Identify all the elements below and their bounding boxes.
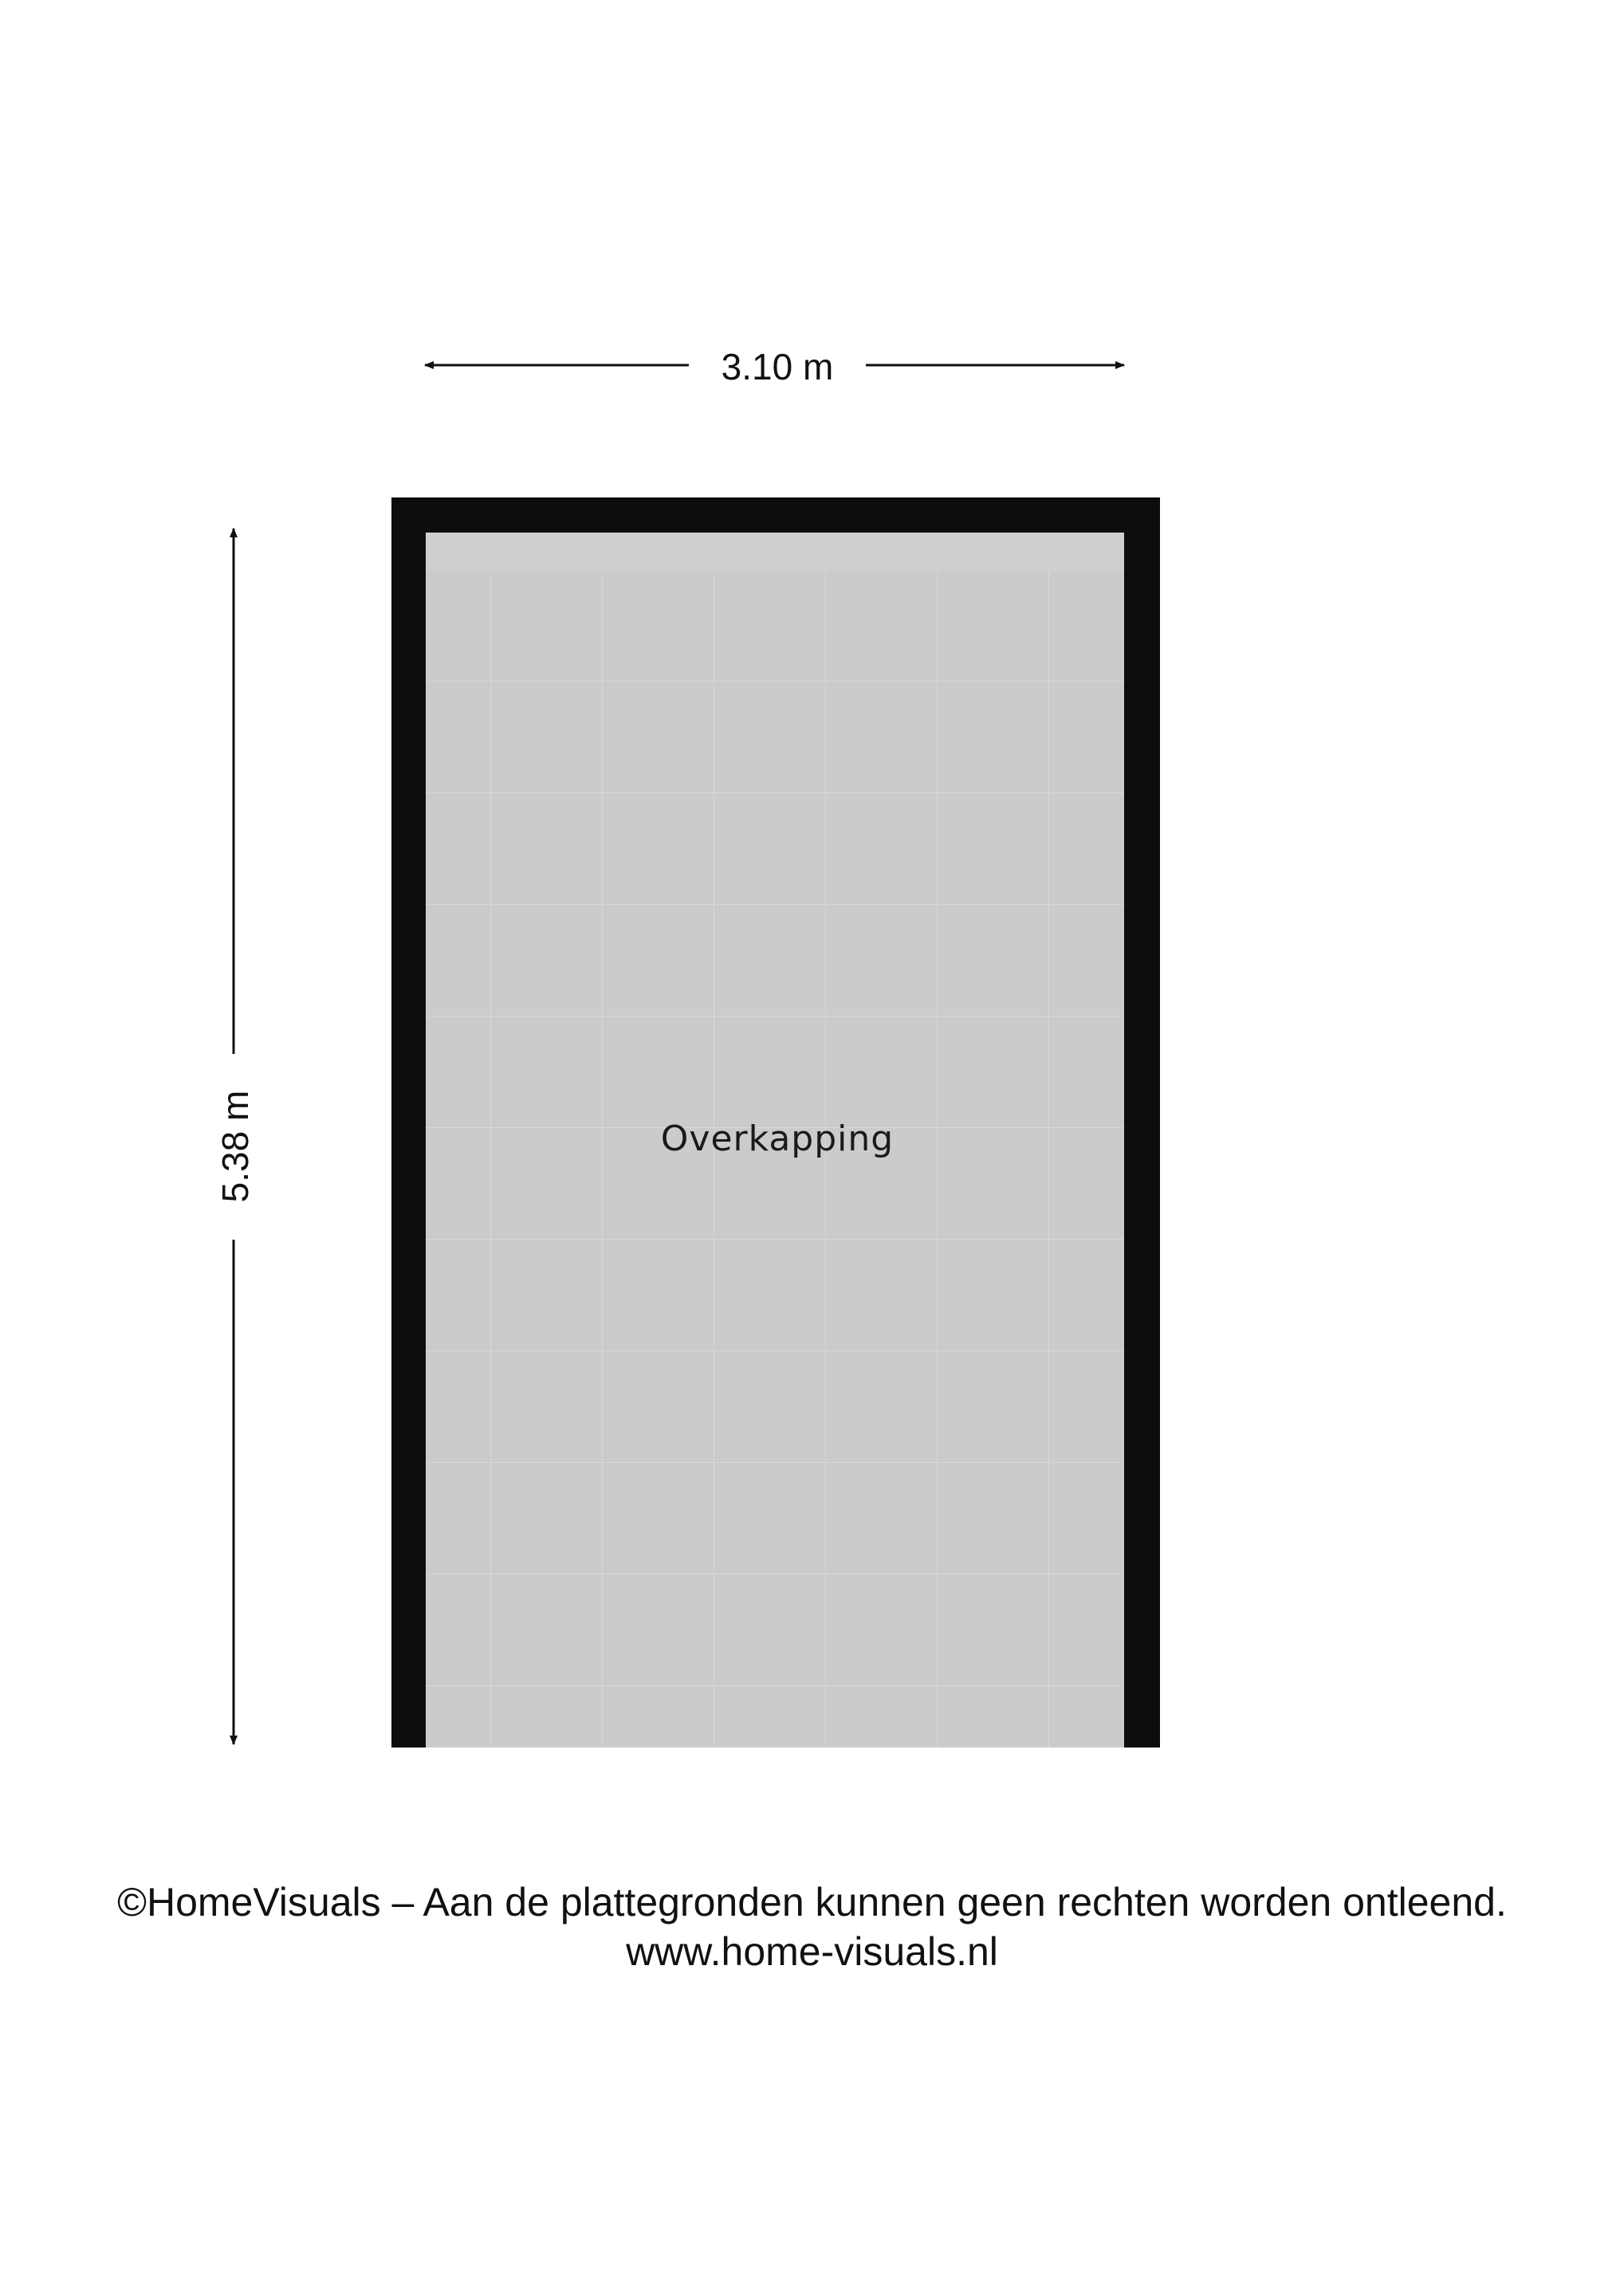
height-dimension-label: 5.38 m <box>217 1083 254 1211</box>
room-label: Overkapping <box>660 1119 895 1159</box>
wall-left <box>391 497 426 1748</box>
footer-website: www.home-visuals.nl <box>626 1929 998 1974</box>
footer-copyright: ©HomeVisuals – Aan de plattegronden kunnen geen rechten worden ontleend. <box>117 1880 1507 1924</box>
wall-right <box>1124 497 1160 1748</box>
width-dimension-label: 3.10 m <box>714 348 842 385</box>
wall-top <box>391 497 1160 533</box>
room-floor-top-strip <box>425 531 1124 572</box>
